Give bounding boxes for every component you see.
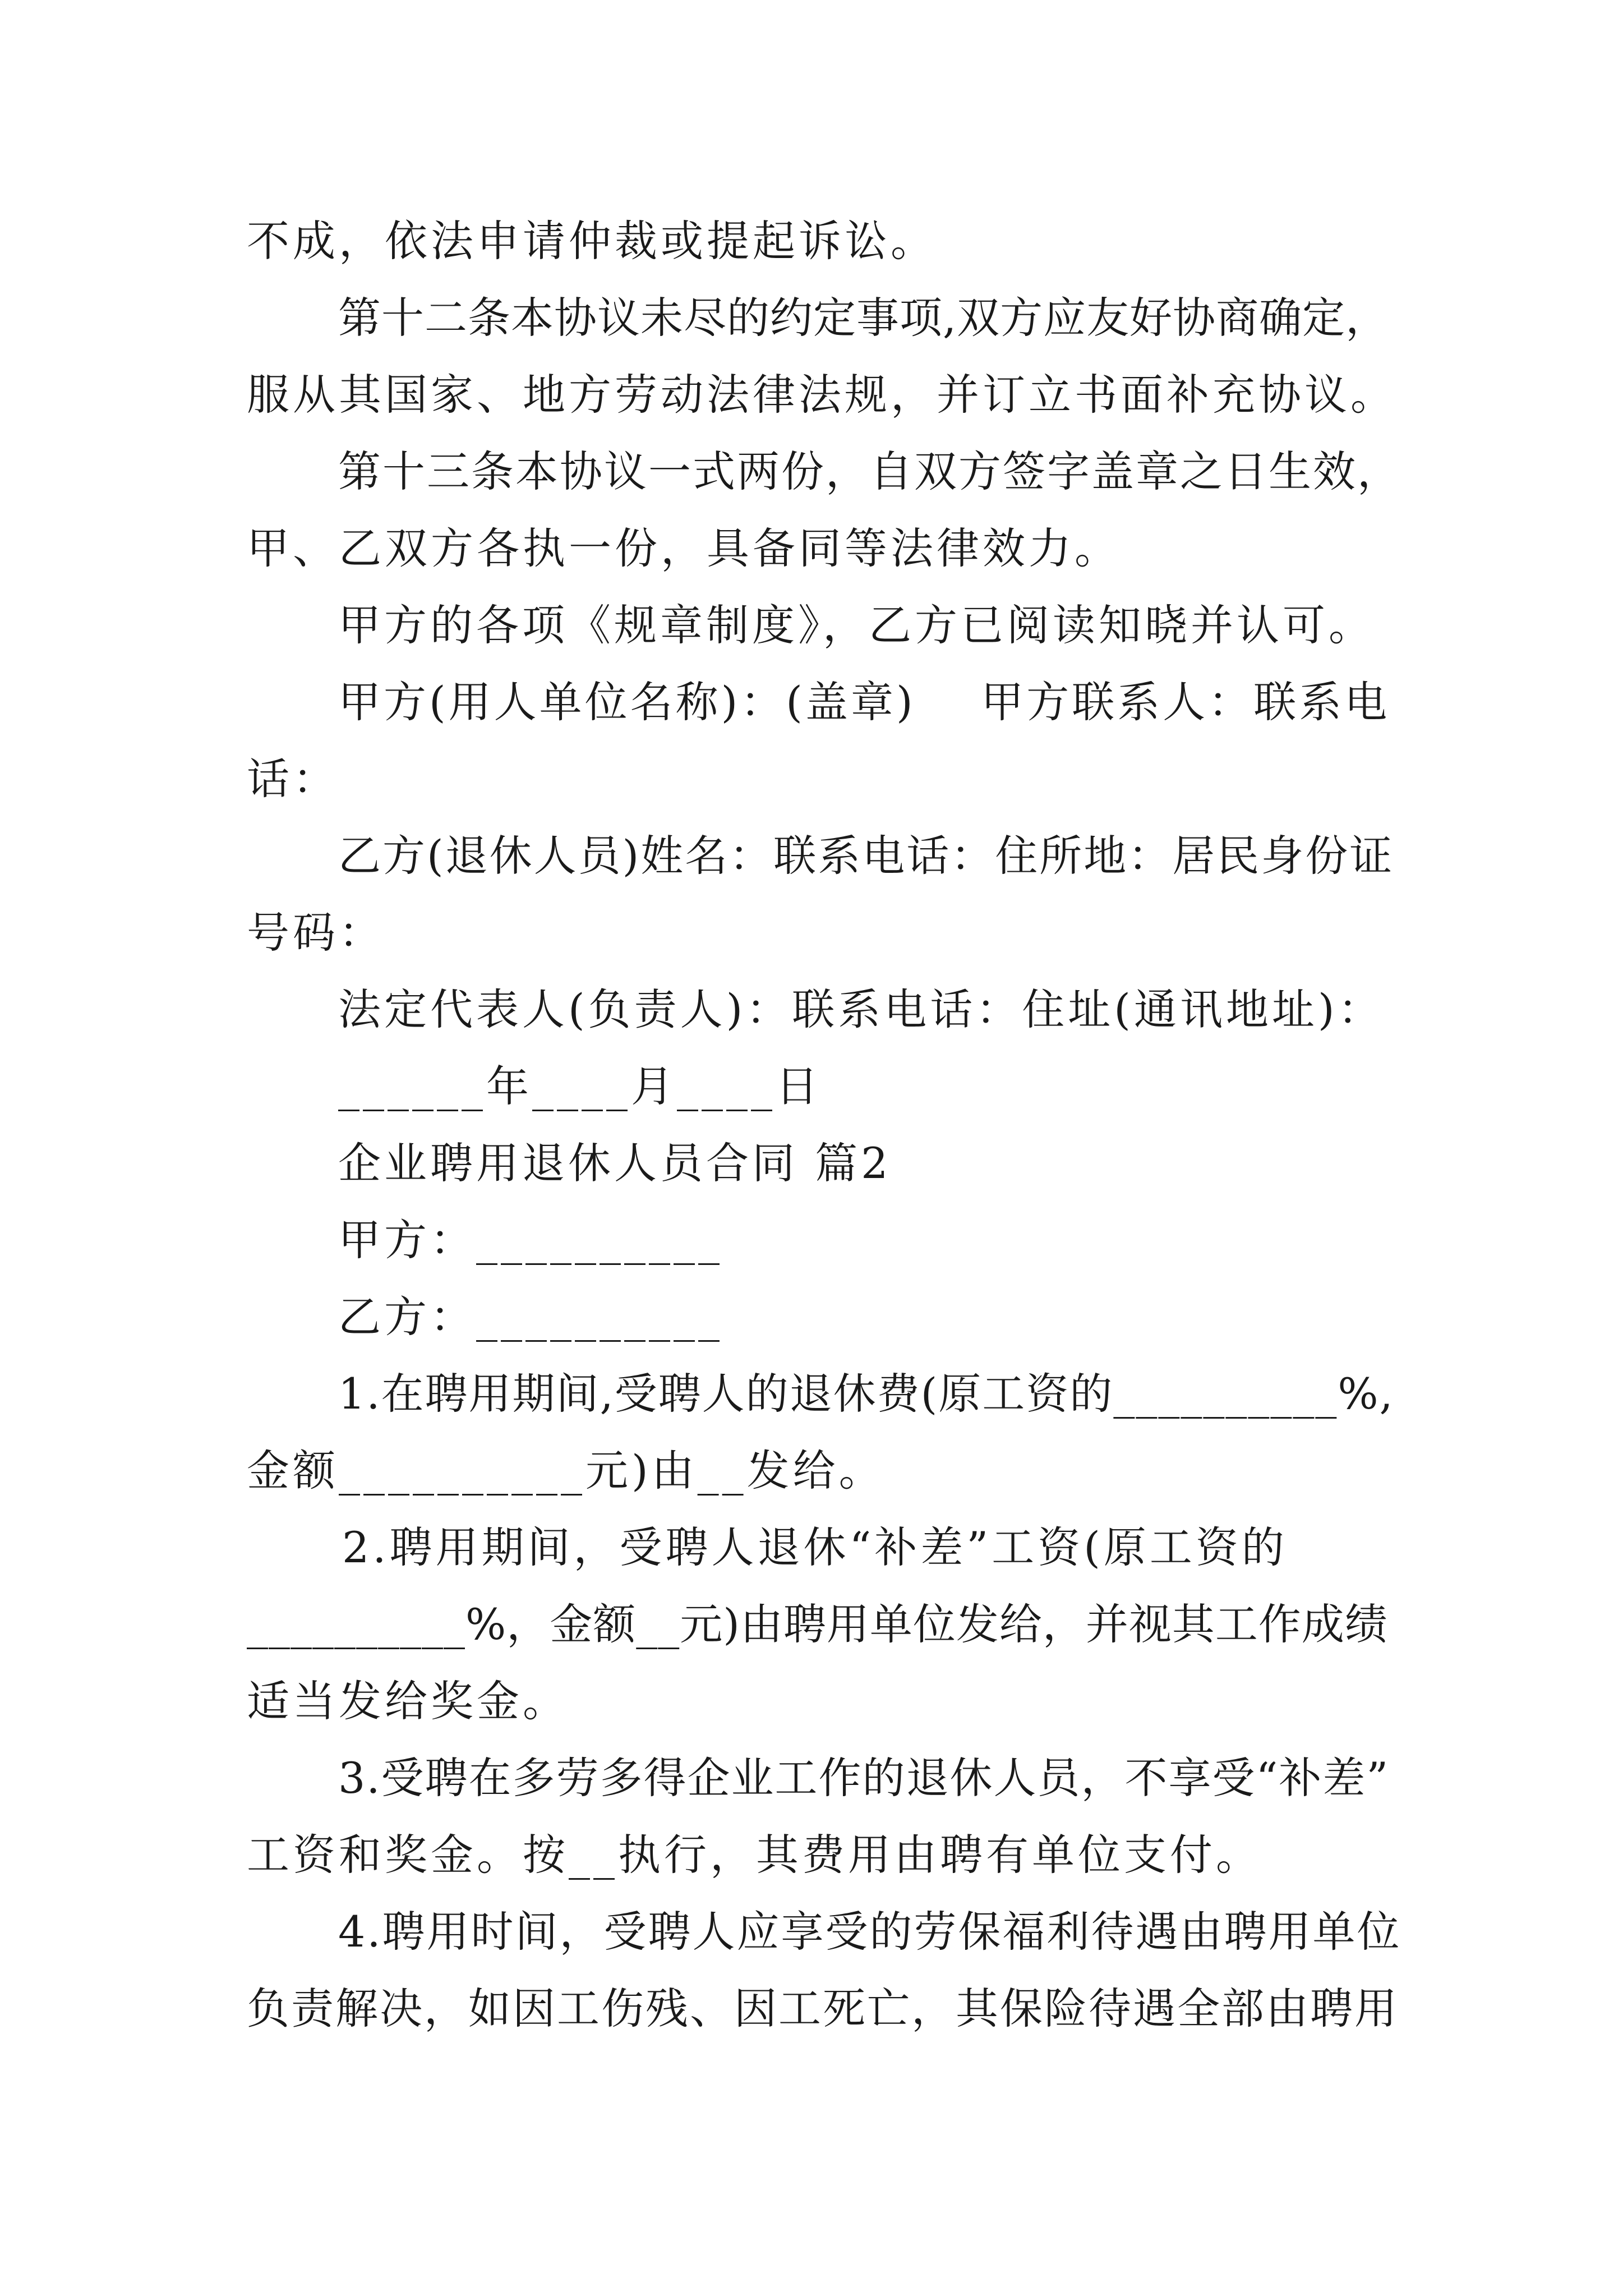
paragraph-line: 乙方(退休人员)姓名：联系电话：住所地：居民身份证 (338, 831, 1394, 881)
paragraph-line: 2.聘用期间，受聘人退休“补差”工资(原工资的 (342, 1522, 1288, 1572)
paragraph-line: 负责解决，如因工伤残、因工死亡，其保险待遇全部由聘用 (247, 1984, 1399, 2033)
paragraph-line: 金额__________元)由__发给。 (247, 1446, 885, 1496)
paragraph-line: __________%，金额__元)由聘用单位发给，并视其工作成绩 (247, 1599, 1388, 1649)
paragraph-line: 不成，依法申请仲裁或提起诉讼。 (247, 216, 937, 266)
paragraph-line: 工资和奖金。按__执行，其费用由聘有单位支付。 (247, 1830, 1262, 1880)
paragraph-line: 法定代表人(负责人)：联系电话：住址(通讯地址)： (338, 984, 1384, 1034)
paragraph-line: 适当发给奖金。 (247, 1676, 569, 1726)
paragraph-line: 号码： (247, 908, 385, 958)
paragraph-line: 1.在聘用期间,受聘人的退休费(原工资的__________%, (338, 1369, 1394, 1419)
paragraph-line: 甲方(用人单位名称)：(盖章) 甲方联系人：联系电 (338, 677, 1390, 727)
party-a-line: 甲方：__________ (338, 1215, 723, 1265)
party-b-line: 乙方：__________ (338, 1292, 723, 1342)
paragraph-line: 服从其国家、地方劳动法律法规，并订立书面补充协议。 (247, 370, 1396, 420)
paragraph-line: 4.聘用时间，受聘人应享受的劳保福利待遇由聘用单位 (338, 1907, 1401, 1957)
section-title: 企业聘用退休人员合同 篇2 (338, 1138, 892, 1188)
paragraph-line: 第十三条本协议一式两份，自双方签字盖章之日生效， (338, 447, 1401, 496)
paragraph-line: 3.受聘在多劳多得企业工作的退休人员，不享受“补差” (338, 1753, 1390, 1803)
paragraph-line: 话： (247, 754, 339, 804)
date-line: ______年____月____日 (338, 1061, 822, 1111)
paragraph-line: 甲、乙双方各执一份，具备同等法律效力。 (247, 523, 1121, 573)
paragraph-line: 第十二条本协议未尽的约定事项,双方应友好协商确定， (338, 293, 1389, 343)
paragraph-line: 甲方的各项《规章制度》，乙方已阅读知晓并认可。 (338, 600, 1375, 650)
